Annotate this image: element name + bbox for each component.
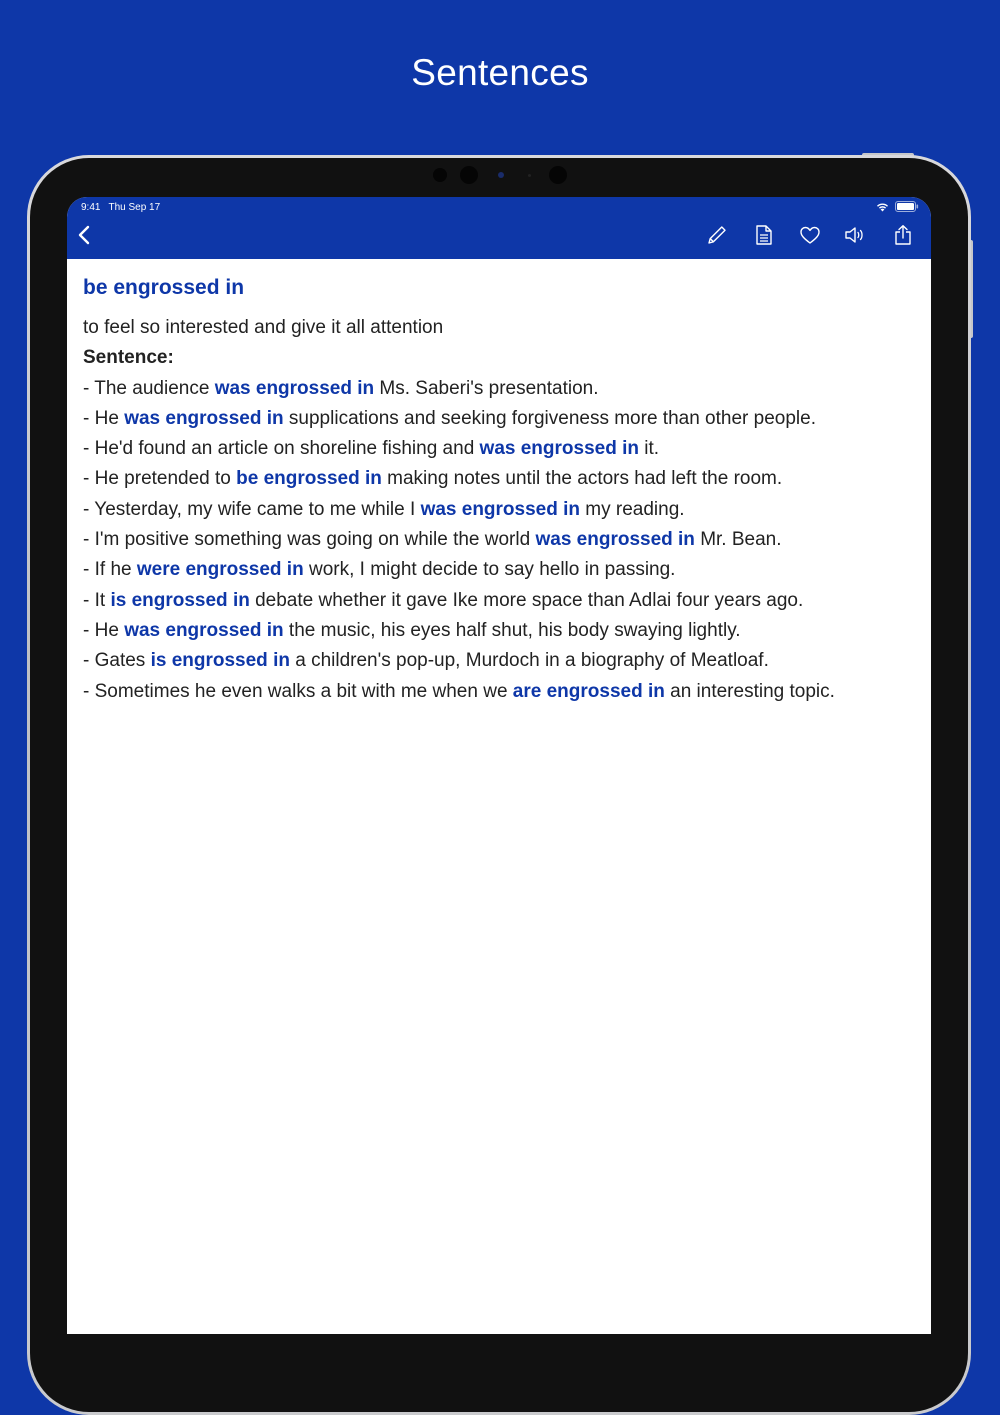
status-indicators — [876, 201, 919, 212]
sentence-text: debate whether it gave Ike more space than Adlai four years ago. — [249, 589, 804, 611]
navigation-bar — [67, 197, 931, 259]
entry-word: be engrossed in — [83, 276, 245, 299]
share-icon — [891, 223, 915, 247]
speaker-icon — [843, 223, 867, 247]
app-screen — [67, 197, 931, 1334]
wifi-icon — [876, 202, 889, 212]
sentence-text: supplications and seeking forgiveness more than other people. — [283, 407, 816, 429]
sentence-item — [83, 374, 923, 404]
sentence-item — [83, 586, 923, 616]
sentence-text: my reading. — [580, 498, 685, 520]
sentence-item — [83, 525, 923, 555]
entry-content — [83, 275, 923, 707]
sentence-text: a children's pop-up, Murdoch in a biography of Meatloaf. — [289, 650, 769, 672]
sentence-highlight: is engrossed in — [110, 589, 250, 611]
sentence-text: - He'd found an article on shoreline fishing and — [83, 438, 480, 460]
sentence-item — [83, 434, 923, 464]
sensor-icon — [549, 166, 567, 184]
sentence-item — [83, 555, 923, 585]
sentence-highlight: was engrossed in — [420, 498, 581, 520]
document-icon — [752, 223, 776, 247]
page-title: Sentences — [411, 52, 589, 93]
heart-icon — [798, 223, 822, 247]
sensor-icon — [433, 168, 447, 182]
sentence-item — [83, 677, 923, 707]
sentence-text: the music, his eyes half shut, his body swaying lightly. — [283, 619, 741, 641]
sentence-text: making notes until the actors had left the room. — [381, 468, 783, 490]
status-time: 9:41 — [81, 202, 101, 213]
sensor-icon — [528, 174, 531, 177]
battery-icon — [895, 201, 919, 212]
favorite-button[interactable] — [798, 223, 822, 247]
sentence-highlight: was engrossed in — [535, 529, 695, 551]
sentence-highlight: be engrossed in — [236, 468, 382, 490]
sentence-text: - Yesterday, my wife came to me while I — [83, 498, 421, 520]
notes-button[interactable] — [752, 223, 776, 247]
sentence-highlight: was engrossed in — [479, 438, 639, 460]
sentence-item — [83, 646, 923, 676]
sentence-item — [83, 495, 923, 525]
sentence-text: - Sometimes he even walks a bit with me when we — [83, 680, 513, 702]
sentence-text: - I'm positive something was going on while the world — [83, 529, 536, 551]
status-bar-time — [81, 202, 168, 213]
edit-button[interactable] — [705, 223, 729, 247]
sentence-item — [83, 464, 923, 494]
sentence-text: - It — [83, 589, 111, 611]
sentence-text: - If he — [83, 559, 137, 581]
sentence-text: it. — [639, 438, 660, 460]
sentence-text: Ms. Saberi's presentation. — [374, 377, 599, 399]
sentence-text: an interesting topic. — [664, 680, 835, 702]
sentence-item — [83, 404, 923, 434]
sentence-highlight: was engrossed in — [124, 407, 284, 429]
sentence-item — [83, 616, 923, 646]
back-button[interactable] — [73, 223, 97, 247]
sentence-text: Mr. Bean. — [694, 529, 782, 551]
sentence-highlight: were engrossed in — [136, 559, 304, 581]
pencil-icon — [705, 223, 729, 247]
sentence-label: Sentence: — [83, 347, 174, 369]
sentence-text: - The audience — [83, 377, 215, 399]
sentence-text: work, I might decide to say hello in passing. — [303, 559, 676, 581]
sentence-highlight: was engrossed in — [214, 377, 375, 399]
chevron-left-icon — [73, 223, 97, 247]
sentence-text: - Gates — [83, 650, 151, 672]
share-button[interactable] — [891, 223, 915, 247]
status-date: Thu Sep 17 — [108, 202, 161, 213]
sentence-text: - He pretended to — [83, 468, 237, 490]
entry-definition: to feel so interested and give it all attention — [83, 317, 444, 338]
sentence-highlight: are engrossed in — [512, 680, 665, 702]
sentence-highlight: was engrossed in — [124, 619, 284, 641]
sentence-text: - He — [83, 619, 125, 641]
speak-button[interactable] — [843, 223, 867, 247]
sentence-highlight: is engrossed in — [150, 650, 290, 672]
camera-icon — [498, 172, 504, 178]
sensor-icon — [460, 166, 478, 184]
sentence-text: - He — [83, 407, 125, 429]
